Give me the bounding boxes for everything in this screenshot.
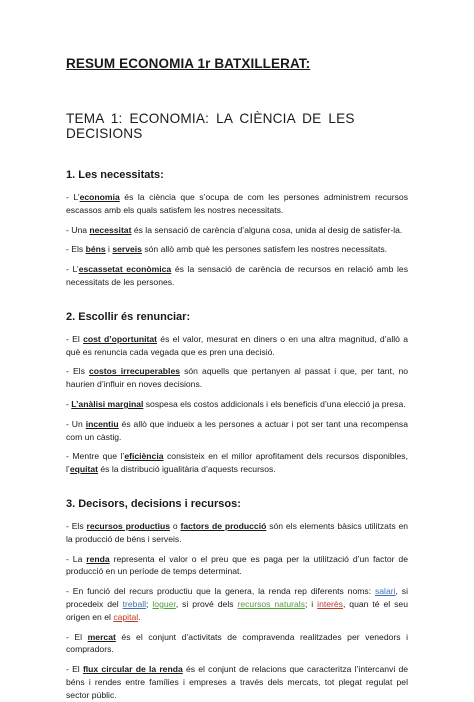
text: o (170, 520, 181, 531)
paragraph (66, 333, 408, 359)
paragraph (66, 663, 408, 701)
text: és allò que indueix a les persones a actuar i pot ser tant una recompensa com un càstig. (66, 418, 408, 442)
text: - Un (66, 418, 86, 429)
paragraph (66, 365, 408, 391)
text: - L’ (66, 264, 79, 275)
section-title: 2. Escollir és renunciar: (66, 310, 191, 323)
term-mercat: mercat (87, 631, 116, 642)
term-salari: salari (374, 586, 396, 597)
theme-title: TEMA 1: ECONOMIA: LA CIÈNCIA DE LES DECISIONS (66, 111, 355, 141)
term-capital: capital (113, 611, 139, 622)
section-escollir (66, 311, 408, 476)
text: ; i (304, 598, 318, 609)
text: són els elements bàsics utilitzats en la producció de béns i serveis. (66, 520, 409, 544)
term-necessitat: necessitat (89, 224, 132, 235)
term-loguer: loguer (152, 598, 176, 609)
text: , quan té el seu origen en el (66, 598, 408, 622)
term-analisi-marginal: L’anàlisi marginal (71, 398, 144, 409)
text: - Els (66, 520, 87, 531)
paragraph (66, 450, 408, 476)
text: és la distribució igualitària d’aquests recursos. (98, 464, 276, 475)
term-economia: economia (79, 192, 120, 202)
paragraph (66, 418, 408, 444)
section-title: 3. Decisors, decisions i recursos: (66, 497, 241, 510)
term-factors-produccio: factors de producció (180, 520, 267, 531)
term-escassetat: escassetat econòmica (78, 264, 172, 275)
paragraph-income-types (66, 585, 408, 623)
section-title: 1. Les necessitats: (66, 169, 164, 181)
paragraph (66, 631, 408, 657)
term-treball: treball (122, 598, 147, 609)
text: - (66, 398, 72, 409)
text: és el conjunt de relacions que caracteritza l’intercanvi de béns i rendes entre famílies i empreses a través dels mercats, tot plegat regulat pel sector públic. (66, 664, 409, 700)
term-interes: interès (317, 598, 343, 609)
term-incentiu: incentiu (85, 418, 119, 429)
term-recursos-productius: recursos productius (86, 520, 171, 531)
term-renda: renda (86, 553, 110, 564)
document-title: RESUM ECONOMIA 1r BATXILLERAT: (66, 56, 311, 71)
paragraph (66, 553, 408, 579)
paragraph (66, 263, 408, 289)
text: i (105, 244, 113, 255)
term-serveis: serveis (112, 244, 142, 255)
text: - Els (66, 366, 89, 377)
text: representa el valor o el preu que es paga per la utilització d’un factor de producció en un període de temps determinat. (66, 553, 408, 577)
text: - El (66, 333, 84, 344)
paragraph (66, 520, 408, 546)
section-decisors (66, 498, 408, 702)
text: consisteix en el millor aprofitament dels recursos disponibles, l’ (66, 451, 408, 475)
text: són aquells que pertanyen al passat i que, per tant, no haurien d’influir en noves decisions. (66, 366, 408, 390)
text: , si prové dels (175, 598, 238, 609)
term-eficiencia: eficiència (124, 451, 164, 462)
text: - En funció del recurs productiu que la genera, la renda rep diferents noms: (66, 586, 375, 597)
text: - La (66, 553, 87, 564)
text: és el valor, mesurat en diners o en una altra magnitud, d’allò a què es renuncia cada vegada que es pren una decisió. (66, 333, 408, 357)
term-recursos-naturals: recursos naturals (237, 598, 305, 609)
text: són allò amb què les persones satisfem les nostres necessitats. (141, 244, 388, 255)
paragraph (66, 224, 408, 237)
text: és el conjunt d’activitats de compravenda realitzades per venedors i compradors. (66, 631, 409, 655)
text: - Mentre que l’ (66, 451, 125, 462)
paragraph (66, 398, 408, 411)
paragraph (66, 243, 408, 256)
paragraph (66, 191, 408, 217)
text: és la sensació de carència de recursos en relació amb les necessitats de les persones. (66, 264, 409, 287)
text: , si procedeix del (66, 586, 408, 609)
text: - El (66, 631, 88, 642)
section-necessitats (66, 169, 408, 289)
text: és la ciència que s’ocupa de com les persones administrem recursos escassos amb els quals satisfem les nostres necessitats. (66, 192, 409, 215)
term-bens: béns (85, 244, 106, 255)
term-cost-oportunitat: cost d’oportunitat (83, 333, 158, 344)
text: - Una (66, 224, 90, 235)
term-equitat: equitat (69, 464, 98, 475)
term-costos-irrecuperables: costos irrecuperables (88, 366, 181, 377)
text: sospesa els costos addicionals i els beneficis d’una elecció ja presa. (143, 398, 406, 409)
text: ; (146, 598, 153, 609)
text: - El (66, 664, 83, 675)
text: - Els (66, 244, 86, 255)
text: - L’ (66, 192, 80, 202)
text: és la sensació de carència d’alguna cosa, unida al desig de satisfer-la. (131, 224, 403, 235)
text: . (138, 611, 141, 622)
term-flux-circular: flux circular de la renda (82, 664, 183, 675)
